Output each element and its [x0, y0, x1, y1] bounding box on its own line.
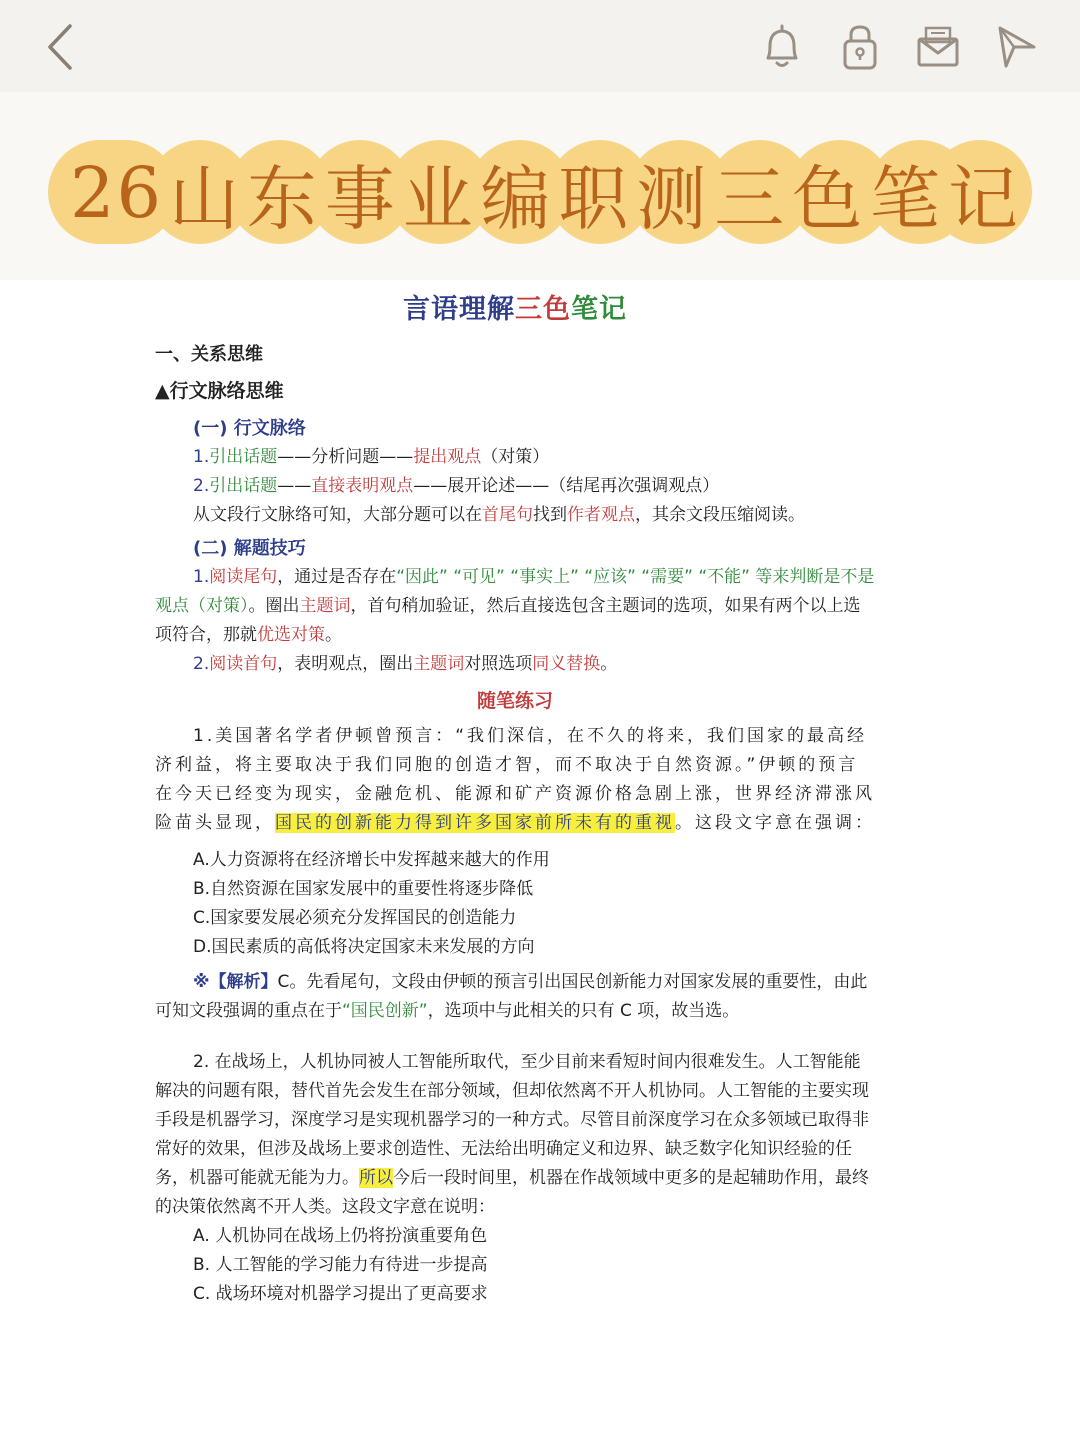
banner-char: 业: [402, 157, 475, 240]
option-a: A. 人机协同在战场上仍将扮演重要角色: [193, 1226, 488, 1246]
title-part-a: 言语理解: [403, 294, 515, 325]
bell-icon[interactable]: [758, 22, 806, 72]
back-arrow-icon[interactable]: [38, 20, 88, 74]
sec1-line-3: 从文段行文脉络可知，大部分题可以在首尾句找到作者观点，其余文段压缩阅读。: [193, 505, 805, 525]
banner-char: 职: [558, 157, 631, 240]
banner-char: 编: [480, 157, 553, 240]
banner-char: 记: [947, 157, 1020, 240]
banner-char: 色: [792, 157, 865, 240]
option-b: B.自然资源在国家发展中的重要性将逐步降低: [193, 879, 534, 899]
envelope-icon[interactable]: [914, 22, 962, 72]
banner-char: 笔: [869, 157, 942, 240]
section-2-title: (二) 解题技巧: [193, 538, 306, 559]
title-part-c: 笔记: [571, 294, 627, 325]
heading-context-thinking: ▲行文脉络思维: [155, 380, 284, 402]
banner-char: 26: [70, 152, 164, 234]
option-a: A.人力资源将在经济增长中发挥越来越大的作用: [193, 850, 550, 870]
lock-icon[interactable]: [836, 22, 884, 72]
section-1-title: (一) 行文脉络: [193, 418, 306, 439]
top-bar: [0, 0, 1080, 92]
banner-char: 测: [636, 157, 709, 240]
banner-title: [70, 138, 1020, 248]
question-1-options: [155, 846, 875, 962]
document-title: [155, 295, 875, 324]
option-c: C. 战场环境对机器学习提出了更高要求: [193, 1284, 488, 1304]
banner-char: 山: [168, 157, 241, 240]
question-2-stem: 2. 在战场上，人机协同被人工智能所取代，至少目前来看短时间内很难发生。人工智能能解决的问题有限，替代首先会发生在部分领域，但却依然离不开人机协同。人工智能的主要实现手段是机器学习，深度学习是实现机器学习的一种方式。尽管目前深度学习在众多领域已取得非常好的效果，但涉及战场上要求创造性、无法给出明确定义和边界、缺乏数字化知识经验的任务，机器可能就无能为力。所以今后一段时间里，机器在作战领域中更多的是起辅助作用，最终的决策依然离不开人类。这段文字意在说明：: [155, 1052, 869, 1217]
sec2-para-2: 2.阅读首句，表明观点，圈出主题词对照选项同义替换。: [193, 654, 618, 674]
question-2-options: [155, 1222, 875, 1309]
banner-char: 东: [246, 157, 319, 240]
banner-char: 事: [324, 157, 397, 240]
option-d: D.国民素质的高低将决定国家未来发展的方向: [193, 937, 535, 957]
share-icon[interactable]: [992, 22, 1040, 72]
document-content: [155, 295, 875, 1309]
option-b: B. 人工智能的学习能力有待进一步提高: [193, 1255, 488, 1275]
question-1-stem: 1.美国著名学者伊顿曾预言：“我们深信，在不久的将来，我们国家的最高经济利益，将主要取决于我们同胞的创造才智，而不取决于自然资源。”伊顿的预言在今天已经变为现实，金融危机、能源和矿产资源价格急剧上涨，世界经济滞涨风险苗头显现，国民的创新能力得到许多国家前所未有的重视。这段文字意在强调：: [155, 726, 875, 833]
option-c: C.国家要发展必须充分发挥国民的创造能力: [193, 908, 517, 928]
banner-char: 三: [714, 157, 787, 240]
question-1-analysis: ※【解析】C。先看尾句，文段由伊顿的预言引出国民创新能力对国家发展的重要性，由此可知文段强调的重点在于“国民创新”，选项中与此相关的只有 C 项，故当选。: [155, 972, 868, 1021]
title-part-b: 三色: [515, 294, 571, 325]
sec2-para-1: 1.阅读尾句，通过是否存在“因此” “可见” “事实上” “应该” “需要” “不能” 等来判断是不是观点（对策）。圈出主题词，首句稍加验证，然后直接选包含主题词的选项，如果有两个以上选项符合，那就优选对策。: [155, 567, 875, 645]
heading-relation-thinking: 一、关系思维: [155, 344, 263, 365]
sec1-line-2: 2.引出话题——直接表明观点——展开论述——（结尾再次强调观点）: [193, 476, 720, 496]
practice-title: 随笔练习: [476, 690, 553, 712]
sec1-line-1: 1.引出话题——分析问题——提出观点（对策）: [193, 447, 550, 467]
